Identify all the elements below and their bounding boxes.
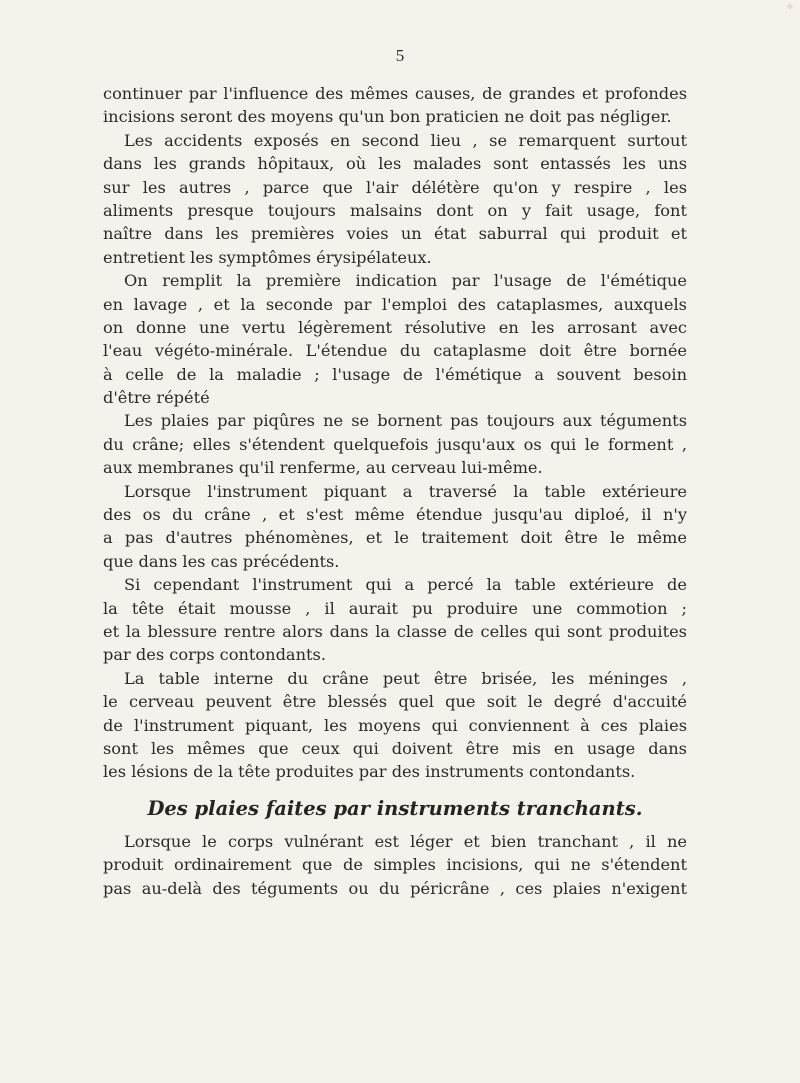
text-line: Lorsque l'instrument piquant a traversé la table extérieure — [124, 481, 687, 501]
text-line: aux membranes qu'il renferme, au cerveau lui-même. — [103, 458, 543, 478]
page-number: 5 — [395, 46, 405, 65]
text-line: en lavage , et la seconde par l'emploi des cataplasmes, auxquels — [103, 294, 687, 314]
text-line: La table interne du crâne peut être brisée, les méninges , — [124, 668, 687, 688]
text-line: naître dans les premières voies un état saburral qui produit et — [103, 224, 687, 244]
text-line: à celle de la maladie ; l'usage de l'émétique a souvent besoin — [103, 364, 687, 384]
text-line: l'eau végéto-minérale. L'étendue du cataplasme doit être bornée — [103, 341, 687, 361]
text-line: que dans les cas précédents. — [103, 551, 340, 571]
text-line: d'être répété — [103, 388, 210, 408]
text-line: aliments presque toujours malsains dont on y fait usage, font — [103, 200, 687, 220]
paragraphs-before-heading — [103, 82, 687, 784]
text-line: Lorsque le corps vulnérant est léger et bien tranchant , il ne — [124, 831, 687, 851]
text-line: de l'instrument piquant, les moyens qui conviennent à ces plaies — [103, 715, 687, 735]
section-heading: Des plaies faites par instruments tranchants. — [147, 796, 643, 820]
text-line: la tête était mousse , il aurait pu produire une commotion ; — [103, 598, 687, 618]
text-line: par des corps contondants. — [103, 645, 326, 665]
text-line: du crâne; elles s'étendent quelquefois jusqu'aux os qui le forment , — [103, 434, 687, 454]
text-line: Les plaies par piqûres ne se bornent pas toujours aux téguments — [124, 411, 687, 431]
text-line: produit ordinairement que de simples incisions, qui ne s'étendent — [103, 855, 687, 875]
text-line: et la blessure rentre alors dans la classe de celles qui sont produites — [103, 621, 687, 641]
text-line: sont les mêmes que ceux qui doivent être mis en usage dans — [103, 738, 687, 758]
text-line: Les accidents exposés en second lieu , se remarquent surtout — [124, 130, 687, 150]
corner-ink-mark: ✧ — [785, 2, 794, 13]
body-text — [103, 82, 687, 900]
text-line: a pas d'autres phénomènes, et le traitement doit être le même — [103, 528, 687, 548]
text-line: Si cependant l'instrument qui a percé la table extérieure de — [124, 575, 687, 595]
text-line: sur les autres , parce que l'air délétère qu'on y respire , les — [103, 177, 687, 197]
text-line: on donne une vertu légèrement résolutive en les arrosant avec — [103, 317, 687, 337]
text-line: des os du crâne , et s'est même étendue jusqu'au diploé, il n'y — [103, 505, 687, 525]
text-line: continuer par l'influence des mêmes causes, de grandes et profondes — [103, 84, 687, 103]
text-line: incisions seront des moyens qu'un bon praticien ne doit pas négliger. — [103, 107, 672, 127]
text-line: le cerveau peuvent être blessés quel que soit le degré d'accuité — [103, 692, 687, 712]
text-line: On remplit la première indication par l'usage de l'émétique — [124, 271, 687, 291]
text-line: pas au-delà des téguments ou du péricrâne , ces plaies n'exigent — [103, 878, 687, 898]
text-line: entretient les symptômes érysipélateux. — [103, 247, 432, 267]
paragraphs-after-heading — [103, 830, 687, 900]
text-line: dans les grands hôpitaux, où les malades sont entassés les uns — [103, 154, 687, 174]
text-line: les lésions de la tête produites par des instruments contondants. — [103, 762, 636, 782]
